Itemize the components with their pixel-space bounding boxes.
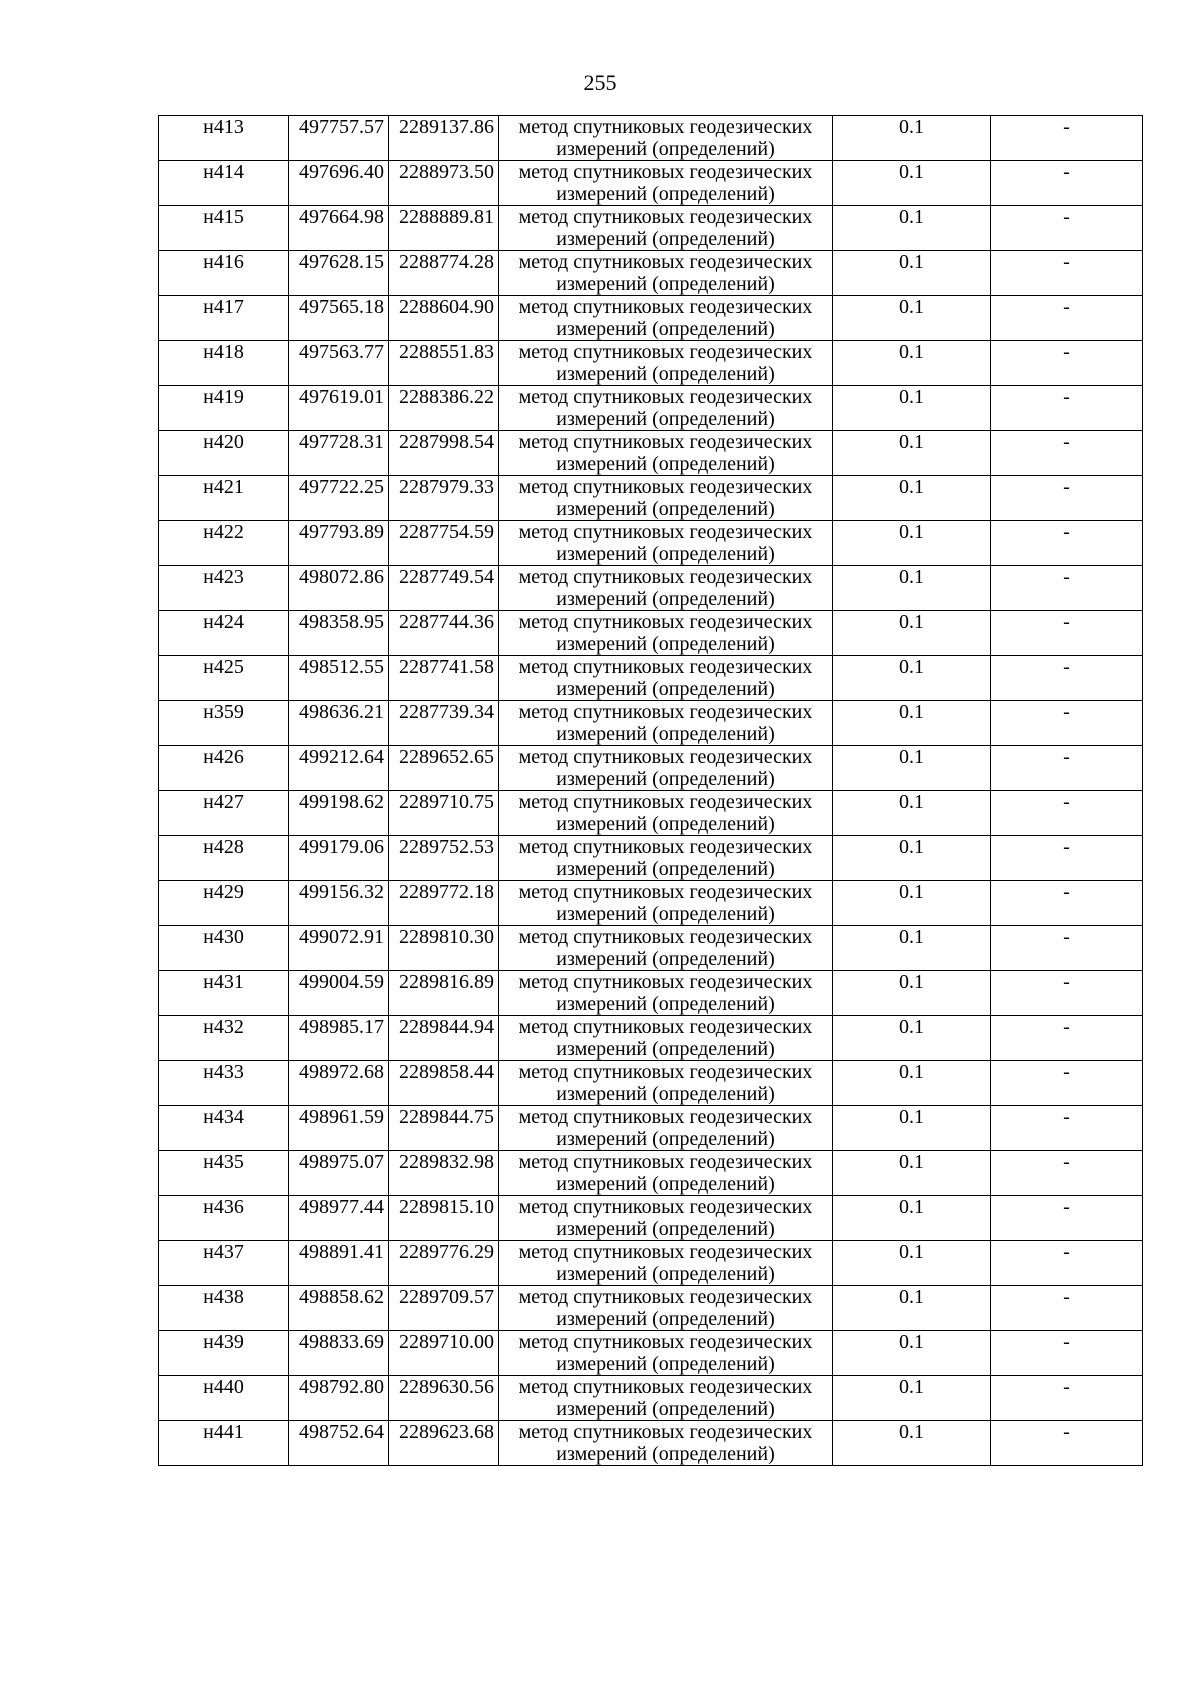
y-coordinate-cell: 2287741.58 [389,656,499,701]
accuracy-cell: 0.1 [833,521,991,566]
coordinates-table [158,115,1143,1466]
method-cell: метод спутниковых геодезических измерений (определений) [499,341,833,386]
method-cell: метод спутниковых геодезических измерений (определений) [499,1106,833,1151]
x-coordinate-cell: 498792.80 [289,1376,389,1421]
y-coordinate-cell: 2289652.65 [389,746,499,791]
x-coordinate-cell: 499212.64 [289,746,389,791]
point-number-cell: н436 [159,1196,289,1241]
y-coordinate-cell: 2289844.75 [389,1106,499,1151]
y-coordinate-cell: 2289137.86 [389,116,499,161]
accuracy-cell: 0.1 [833,386,991,431]
x-coordinate-cell: 498833.69 [289,1331,389,1376]
point-number-cell: н413 [159,116,289,161]
accuracy-cell: 0.1 [833,1331,991,1376]
point-number-cell: н428 [159,836,289,881]
method-cell: метод спутниковых геодезических измерений (определений) [499,1061,833,1106]
table-row [159,1421,1143,1466]
note-cell: - [991,206,1143,251]
x-coordinate-cell: 497563.77 [289,341,389,386]
point-number-cell: н434 [159,1106,289,1151]
method-cell: метод спутниковых геодезических измерений (определений) [499,116,833,161]
x-coordinate-cell: 497664.98 [289,206,389,251]
accuracy-cell: 0.1 [833,341,991,386]
note-cell: - [991,341,1143,386]
y-coordinate-cell: 2287754.59 [389,521,499,566]
point-number-cell: н432 [159,1016,289,1061]
x-coordinate-cell: 497793.89 [289,521,389,566]
point-number-cell: н420 [159,431,289,476]
table-row [159,881,1143,926]
table-row [159,521,1143,566]
note-cell: - [991,656,1143,701]
note-cell: - [991,476,1143,521]
point-number-cell: н359 [159,701,289,746]
accuracy-cell: 0.1 [833,296,991,341]
method-cell: метод спутниковых геодезических измерений (определений) [499,386,833,431]
accuracy-cell: 0.1 [833,1376,991,1421]
point-number-cell: н435 [159,1151,289,1196]
method-cell: метод спутниковых геодезических измерений (определений) [499,476,833,521]
y-coordinate-cell: 2288774.28 [389,251,499,296]
y-coordinate-cell: 2287979.33 [389,476,499,521]
page-number: 255 [583,70,617,95]
x-coordinate-cell: 497696.40 [289,161,389,206]
y-coordinate-cell: 2289630.56 [389,1376,499,1421]
y-coordinate-cell: 2289623.68 [389,1421,499,1466]
note-cell: - [991,521,1143,566]
accuracy-cell: 0.1 [833,971,991,1016]
point-number-cell: н426 [159,746,289,791]
point-number-cell: н433 [159,1061,289,1106]
table-row [159,791,1143,836]
method-cell: метод спутниковых геодезических измерений (определений) [499,296,833,341]
point-number-cell: н418 [159,341,289,386]
note-cell: - [991,296,1143,341]
accuracy-cell: 0.1 [833,1421,991,1466]
x-coordinate-cell: 497728.31 [289,431,389,476]
y-coordinate-cell: 2288386.22 [389,386,499,431]
accuracy-cell: 0.1 [833,206,991,251]
x-coordinate-cell: 498985.17 [289,1016,389,1061]
accuracy-cell: 0.1 [833,1061,991,1106]
note-cell: - [991,431,1143,476]
x-coordinate-cell: 497722.25 [289,476,389,521]
accuracy-cell: 0.1 [833,1151,991,1196]
accuracy-cell: 0.1 [833,161,991,206]
y-coordinate-cell: 2289832.98 [389,1151,499,1196]
method-cell: метод спутниковых геодезических измерений (определений) [499,251,833,296]
y-coordinate-cell: 2289752.53 [389,836,499,881]
y-coordinate-cell: 2288551.83 [389,341,499,386]
point-number-cell: н423 [159,566,289,611]
point-number-cell: н422 [159,521,289,566]
note-cell: - [991,881,1143,926]
point-number-cell: н416 [159,251,289,296]
table-row [159,296,1143,341]
note-cell: - [991,1016,1143,1061]
table-row [159,926,1143,971]
note-cell: - [991,1106,1143,1151]
y-coordinate-cell: 2289815.10 [389,1196,499,1241]
y-coordinate-cell: 2289816.89 [389,971,499,1016]
method-cell: метод спутниковых геодезических измерений (определений) [499,926,833,971]
table-row [159,161,1143,206]
table-row [159,341,1143,386]
note-cell: - [991,116,1143,161]
accuracy-cell: 0.1 [833,251,991,296]
note-cell: - [991,1151,1143,1196]
note-cell: - [991,1376,1143,1421]
table-row [159,1061,1143,1106]
point-number-cell: н415 [159,206,289,251]
y-coordinate-cell: 2289709.57 [389,1286,499,1331]
y-coordinate-cell: 2287998.54 [389,431,499,476]
note-cell: - [991,836,1143,881]
accuracy-cell: 0.1 [833,791,991,836]
method-cell: метод спутниковых геодезических измерений (определений) [499,1286,833,1331]
y-coordinate-cell: 2288889.81 [389,206,499,251]
table-row [159,1286,1143,1331]
table-row [159,1016,1143,1061]
note-cell: - [991,1061,1143,1106]
accuracy-cell: 0.1 [833,746,991,791]
accuracy-cell: 0.1 [833,926,991,971]
method-cell: метод спутниковых геодезических измерений (определений) [499,206,833,251]
x-coordinate-cell: 499072.91 [289,926,389,971]
x-coordinate-cell: 498072.86 [289,566,389,611]
note-cell: - [991,566,1143,611]
y-coordinate-cell: 2288604.90 [389,296,499,341]
x-coordinate-cell: 498358.95 [289,611,389,656]
table-row [159,566,1143,611]
table-row [159,431,1143,476]
x-coordinate-cell: 498975.07 [289,1151,389,1196]
note-cell: - [991,1196,1143,1241]
method-cell: метод спутниковых геодезических измерений (определений) [499,836,833,881]
method-cell: метод спутниковых геодезических измерений (определений) [499,431,833,476]
x-coordinate-cell: 499198.62 [289,791,389,836]
note-cell: - [991,746,1143,791]
y-coordinate-cell: 2289810.30 [389,926,499,971]
accuracy-cell: 0.1 [833,116,991,161]
accuracy-cell: 0.1 [833,1241,991,1286]
table-row [159,476,1143,521]
point-number-cell: н437 [159,1241,289,1286]
point-number-cell: н441 [159,1421,289,1466]
y-coordinate-cell: 2287744.36 [389,611,499,656]
y-coordinate-cell: 2289858.44 [389,1061,499,1106]
point-number-cell: н417 [159,296,289,341]
x-coordinate-cell: 499156.32 [289,881,389,926]
note-cell: - [991,1286,1143,1331]
x-coordinate-cell: 498636.21 [289,701,389,746]
point-number-cell: н414 [159,161,289,206]
method-cell: метод спутниковых геодезических измерений (определений) [499,656,833,701]
table-row [159,701,1143,746]
table-row [159,971,1143,1016]
note-cell: - [991,251,1143,296]
point-number-cell: н440 [159,1376,289,1421]
x-coordinate-cell: 498891.41 [289,1241,389,1286]
point-number-cell: н429 [159,881,289,926]
x-coordinate-cell: 498972.68 [289,1061,389,1106]
method-cell: метод спутниковых геодезических измерений (определений) [499,1241,833,1286]
accuracy-cell: 0.1 [833,1016,991,1061]
accuracy-cell: 0.1 [833,476,991,521]
table-row [159,611,1143,656]
method-cell: метод спутниковых геодезических измерений (определений) [499,1331,833,1376]
point-number-cell: н425 [159,656,289,701]
accuracy-cell: 0.1 [833,881,991,926]
coordinates-table-body [159,116,1143,1466]
method-cell: метод спутниковых геодезических измерений (определений) [499,1376,833,1421]
accuracy-cell: 0.1 [833,611,991,656]
table-row [159,1151,1143,1196]
accuracy-cell: 0.1 [833,1286,991,1331]
note-cell: - [991,1241,1143,1286]
table-row [159,386,1143,431]
table-row [159,251,1143,296]
x-coordinate-cell: 498752.64 [289,1421,389,1466]
method-cell: метод спутниковых геодезических измерений (определений) [499,746,833,791]
point-number-cell: н439 [159,1331,289,1376]
accuracy-cell: 0.1 [833,566,991,611]
note-cell: - [991,1331,1143,1376]
method-cell: метод спутниковых геодезических измерений (определений) [499,1016,833,1061]
method-cell: метод спутниковых геодезических измерений (определений) [499,161,833,206]
note-cell: - [991,971,1143,1016]
method-cell: метод спутниковых геодезических измерений (определений) [499,1421,833,1466]
x-coordinate-cell: 497619.01 [289,386,389,431]
method-cell: метод спутниковых геодезических измерений (определений) [499,521,833,566]
x-coordinate-cell: 497565.18 [289,296,389,341]
method-cell: метод спутниковых геодезических измерений (определений) [499,611,833,656]
y-coordinate-cell: 2288973.50 [389,161,499,206]
method-cell: метод спутниковых геодезических измерений (определений) [499,881,833,926]
x-coordinate-cell: 499004.59 [289,971,389,1016]
accuracy-cell: 0.1 [833,701,991,746]
y-coordinate-cell: 2289844.94 [389,1016,499,1061]
accuracy-cell: 0.1 [833,1106,991,1151]
y-coordinate-cell: 2289710.75 [389,791,499,836]
y-coordinate-cell: 2287739.34 [389,701,499,746]
point-number-cell: н419 [159,386,289,431]
y-coordinate-cell: 2289776.29 [389,1241,499,1286]
note-cell: - [991,926,1143,971]
note-cell: - [991,1421,1143,1466]
accuracy-cell: 0.1 [833,836,991,881]
x-coordinate-cell: 497628.15 [289,251,389,296]
x-coordinate-cell: 498858.62 [289,1286,389,1331]
table-row [159,656,1143,701]
y-coordinate-cell: 2287749.54 [389,566,499,611]
point-number-cell: н424 [159,611,289,656]
x-coordinate-cell: 498977.44 [289,1196,389,1241]
note-cell: - [991,386,1143,431]
table-row [159,1106,1143,1151]
table-row [159,206,1143,251]
table-row [159,836,1143,881]
x-coordinate-cell: 497757.57 [289,116,389,161]
table-row [159,1196,1143,1241]
table-row [159,1331,1143,1376]
table-row [159,1241,1143,1286]
y-coordinate-cell: 2289772.18 [389,881,499,926]
table-row [159,116,1143,161]
table-row [159,746,1143,791]
point-number-cell: н427 [159,791,289,836]
method-cell: метод спутниковых геодезических измерений (определений) [499,791,833,836]
point-number-cell: н430 [159,926,289,971]
accuracy-cell: 0.1 [833,1196,991,1241]
note-cell: - [991,611,1143,656]
method-cell: метод спутниковых геодезических измерений (определений) [499,566,833,611]
point-number-cell: н431 [159,971,289,1016]
x-coordinate-cell: 499179.06 [289,836,389,881]
accuracy-cell: 0.1 [833,431,991,476]
point-number-cell: н438 [159,1286,289,1331]
method-cell: метод спутниковых геодезических измерений (определений) [499,701,833,746]
y-coordinate-cell: 2289710.00 [389,1331,499,1376]
method-cell: метод спутниковых геодезических измерений (определений) [499,971,833,1016]
note-cell: - [991,161,1143,206]
x-coordinate-cell: 498961.59 [289,1106,389,1151]
note-cell: - [991,791,1143,836]
point-number-cell: н421 [159,476,289,521]
accuracy-cell: 0.1 [833,656,991,701]
x-coordinate-cell: 498512.55 [289,656,389,701]
method-cell: метод спутниковых геодезических измерений (определений) [499,1151,833,1196]
table-row [159,1376,1143,1421]
note-cell: - [991,701,1143,746]
method-cell: метод спутниковых геодезических измерений (определений) [499,1196,833,1241]
